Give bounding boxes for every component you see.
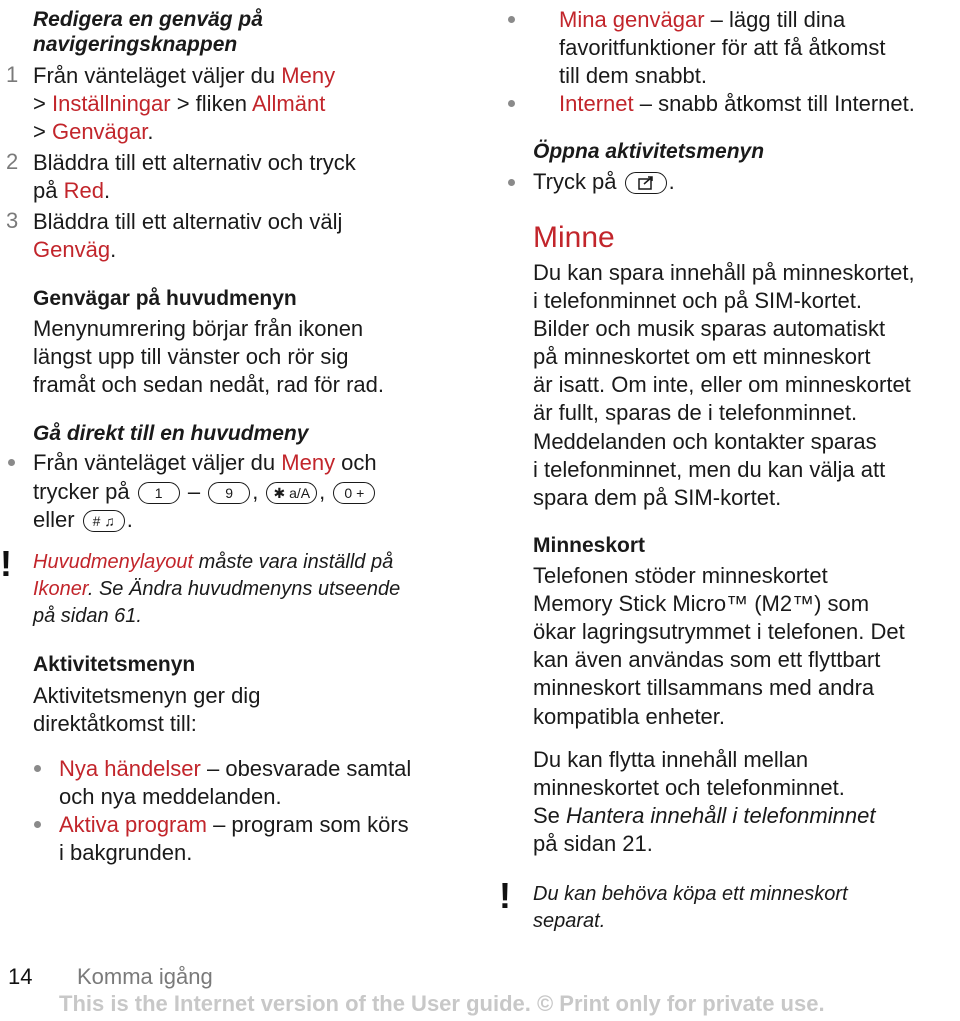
bullet-dot bbox=[508, 100, 515, 107]
note-line: Du kan behöva köpa ett minneskort bbox=[533, 883, 848, 905]
menu-link: Meny bbox=[281, 63, 336, 88]
new-events-item: Nya händelser – obesvarade samtal bbox=[59, 756, 412, 781]
warning-icon: ! bbox=[499, 875, 511, 916]
main-menu-shortcuts-line: Menynumrering börjar från ikonen bbox=[33, 316, 364, 341]
note-line-1: Huvudmenylayout måste vara inställd på bbox=[33, 551, 394, 573]
key-9-icon: 9 bbox=[208, 482, 250, 504]
note-line-3: på sidan 61. bbox=[33, 605, 142, 627]
move-content-line: minneskortet och telefonminnet. bbox=[533, 775, 845, 800]
key-hash-icon: # ♫ bbox=[83, 510, 125, 532]
edit-shortcut-heading-1: Redigera en genväg på bbox=[33, 8, 263, 31]
internet-item: Internet – snabb åtkomst till Internet. bbox=[559, 91, 915, 116]
main-menu-shortcuts-line: längst upp till vänster och rör sig bbox=[33, 344, 349, 369]
step-1-line-2: > Inställningar > fliken Allmänt bbox=[33, 91, 326, 116]
direct-menu-heading: Gå direkt till en huvudmeny bbox=[33, 422, 309, 445]
bullet-dot bbox=[34, 765, 41, 772]
footer-watermark: This is the Internet version of the User guide. © Print only for private use. bbox=[59, 991, 825, 1016]
step-2-line-2: på Red. bbox=[33, 178, 111, 203]
bullet-dot bbox=[34, 821, 41, 828]
page-number: 14 bbox=[8, 964, 33, 989]
bullet-dot bbox=[508, 179, 515, 186]
activity-key-icon bbox=[625, 172, 667, 194]
section-name: Komma igång bbox=[77, 964, 213, 989]
active-programs-item: Aktiva program – program som körs bbox=[59, 812, 409, 837]
key-1-icon: 1 bbox=[138, 482, 180, 504]
main-menu-shortcuts-heading: Genvägar på huvudmenyn bbox=[33, 287, 297, 310]
step-1-line-1: Från vänteläget väljer du Meny bbox=[33, 63, 336, 88]
step-number-1: 1 bbox=[6, 62, 19, 87]
direct-menu-line-1: Från vänteläget väljer du Meny och bbox=[33, 450, 377, 475]
memory-line: spara dem på SIM-kortet. bbox=[533, 485, 782, 510]
note-line-2: Ikoner. Se Ändra huvudmenyns utseende bbox=[33, 578, 401, 600]
note-line: separat. bbox=[533, 910, 606, 932]
move-content-line: Du kan flytta innehåll mellan bbox=[533, 747, 809, 772]
memory-line: är fullt, sparas de i telefonminnet. bbox=[533, 400, 858, 425]
memory-line: Du kan spara innehåll på minneskortet, bbox=[533, 260, 915, 285]
memory-card-line: Telefonen stöder minneskortet bbox=[533, 563, 828, 588]
step-number-2: 2 bbox=[6, 149, 19, 174]
open-activity-heading: Öppna aktivitetsmenyn bbox=[533, 140, 765, 163]
memory-line: Meddelanden och kontakter sparas bbox=[533, 429, 877, 454]
memory-line: är isatt. Om inte, eller om minneskortet bbox=[533, 372, 911, 397]
activity-menu-line: direktåtkomst till: bbox=[33, 711, 197, 736]
step-1-line-3: > Genvägar. bbox=[33, 119, 154, 144]
memory-card-line: Memory Stick Micro™ (M2™) som bbox=[533, 591, 870, 616]
key-star-icon: ✱ a/A bbox=[266, 482, 317, 504]
step-3-line-2: Genväg. bbox=[33, 237, 117, 262]
move-content-line: på sidan 21. bbox=[533, 831, 653, 856]
bullet-dot bbox=[508, 16, 515, 23]
active-programs-item-line-2: i bakgrunden. bbox=[59, 840, 193, 865]
warning-icon: ! bbox=[0, 543, 12, 584]
memory-card-line: kan även användas som ett flyttbart bbox=[533, 647, 881, 672]
activity-menu-line: Aktivitetsmenyn ger dig bbox=[33, 683, 261, 708]
edit-shortcut-heading-2: navigeringsknappen bbox=[33, 33, 238, 56]
memory-card-heading: Minneskort bbox=[533, 534, 646, 557]
my-shortcuts-item: Mina genvägar – lägg till dina bbox=[559, 7, 846, 32]
bullet-dot bbox=[8, 459, 15, 466]
new-events-item-line-2: och nya meddelanden. bbox=[59, 784, 282, 809]
key-0-icon: 0 + bbox=[333, 482, 375, 504]
step-number-3: 3 bbox=[6, 208, 19, 233]
move-content-see: Se Hantera innehåll i telefonminnet bbox=[533, 803, 876, 828]
manage-content-reference: Hantera innehåll i telefonminnet bbox=[566, 803, 876, 828]
memory-card-line: kompatibla enheter. bbox=[533, 704, 726, 729]
memory-line: på minneskortet om ett minneskort bbox=[533, 344, 871, 369]
memory-card-line: ökar lagringsutrymmet i telefonen. Det bbox=[533, 619, 905, 644]
memory-line: i telefonminnet, men du kan välja att bbox=[533, 457, 886, 482]
open-activity-line: Tryck på . bbox=[533, 169, 675, 194]
memory-line: i telefonminnet och på SIM-kortet. bbox=[533, 288, 862, 313]
my-shortcuts-item-line-2: favoritfunktioner för att få åtkomst bbox=[559, 35, 886, 60]
memory-title: Minne bbox=[533, 221, 615, 254]
step-2-line-1: Bläddra till ett alternativ och tryck bbox=[33, 150, 356, 175]
direct-menu-line-2: trycker på 1 – 9 , ✱ a/A , 0 + bbox=[33, 478, 473, 506]
memory-line: Bilder och musik sparas automatiskt bbox=[533, 316, 886, 341]
main-menu-shortcuts-line: framåt och sedan nedåt, rad för rad. bbox=[33, 372, 384, 397]
memory-card-line: minneskort tillsammans med andra bbox=[533, 675, 875, 700]
step-3-line-1: Bläddra till ett alternativ och välj bbox=[33, 209, 343, 234]
my-shortcuts-item-line-3: till dem snabbt. bbox=[559, 63, 707, 88]
direct-menu-line-3: eller # ♫ . bbox=[33, 507, 133, 532]
activity-menu-heading: Aktivitetsmenyn bbox=[33, 653, 196, 676]
